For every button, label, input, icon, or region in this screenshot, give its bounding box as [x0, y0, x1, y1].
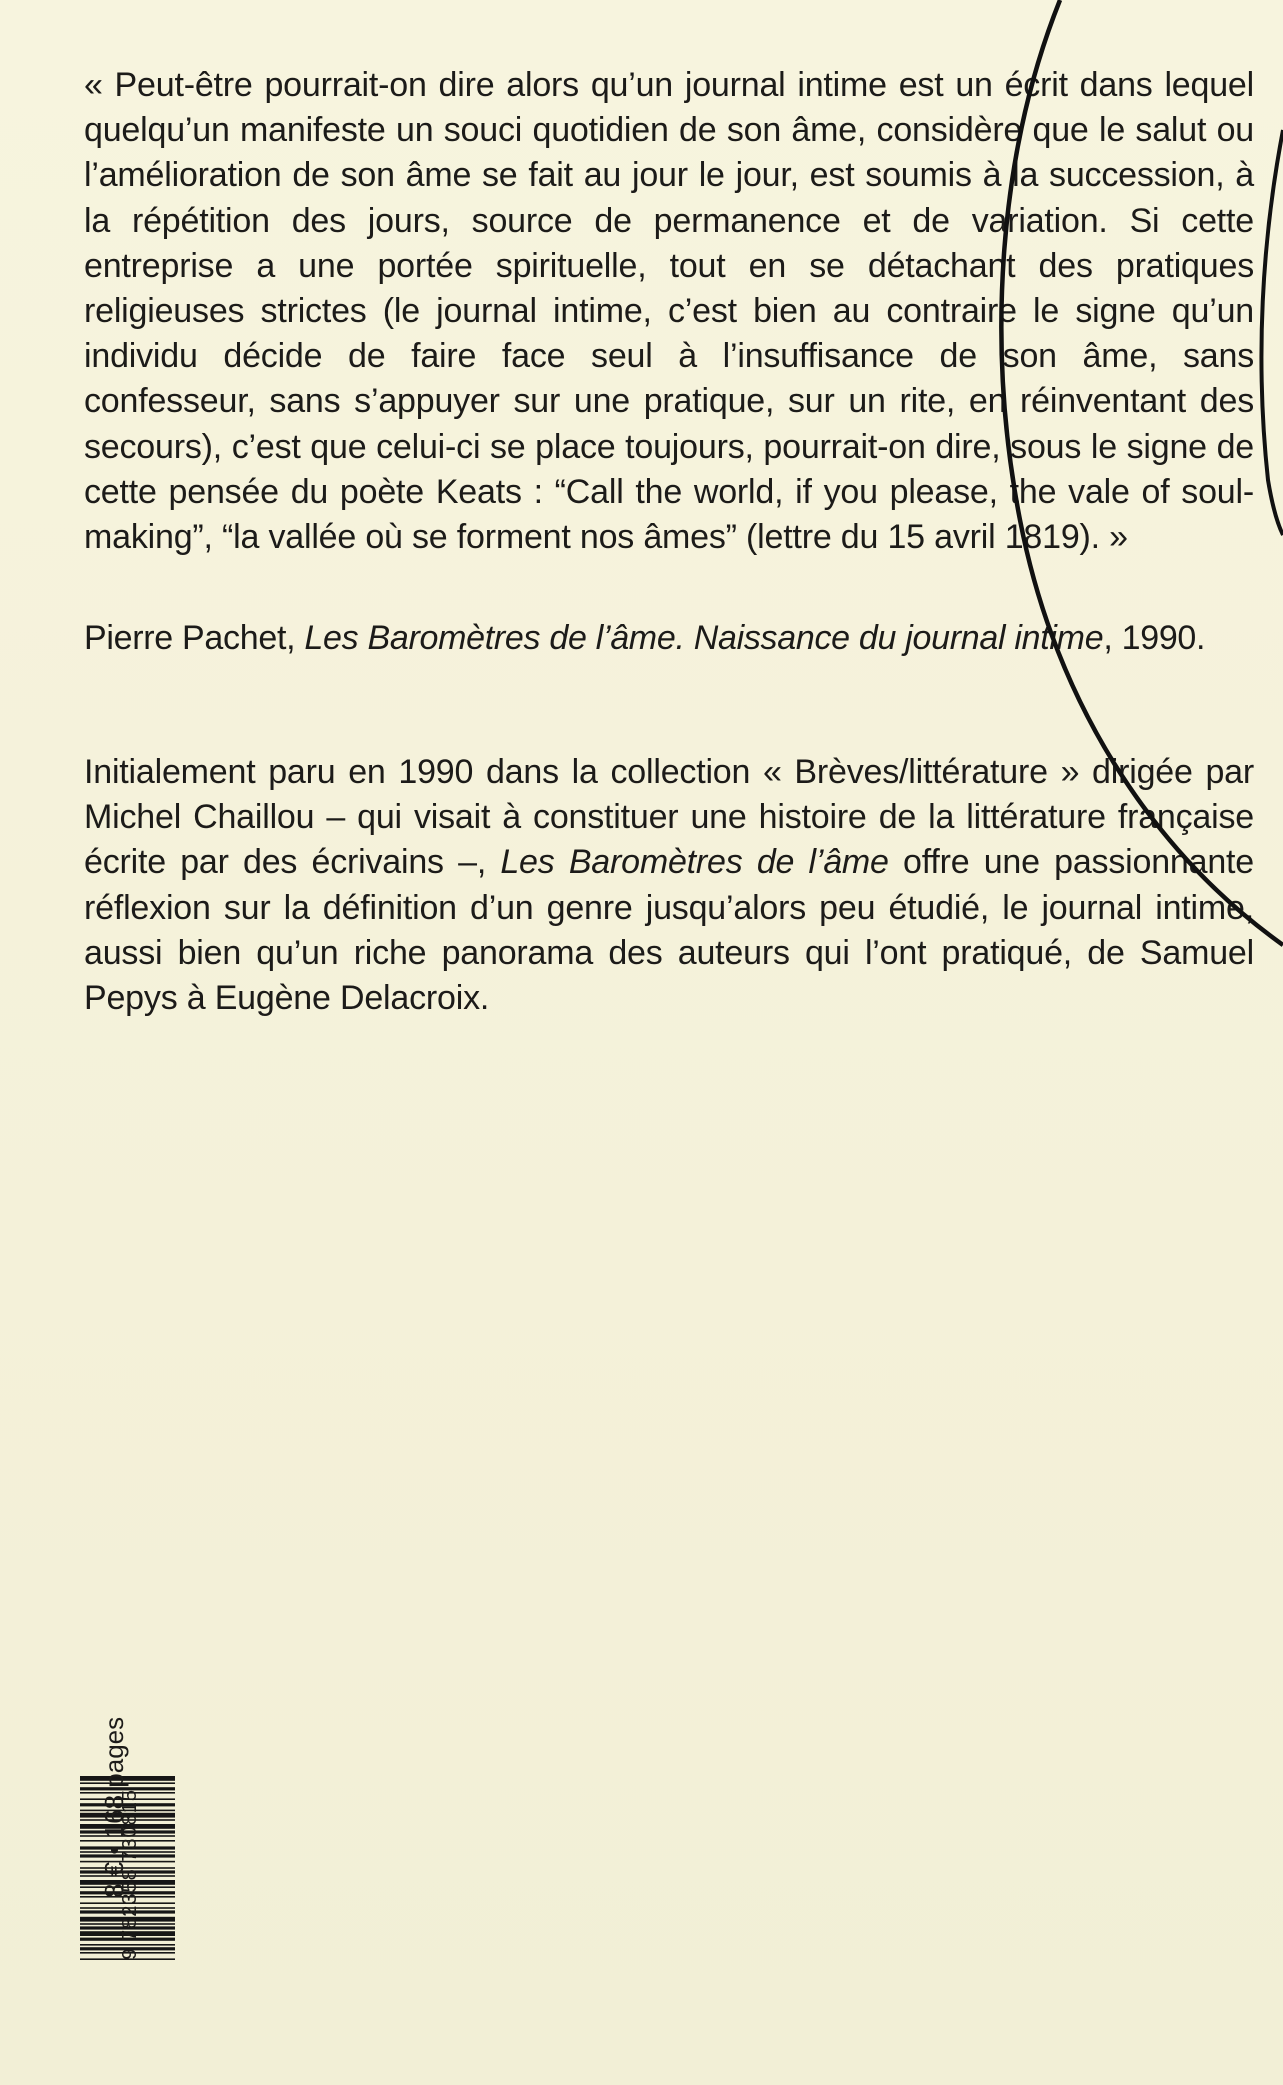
quote-text: « Peut-être pourrait-on dire alors qu’un journal intime est un écrit dans lequel quelqu’un manifeste un souci quotidien de son âme, considère que le salut ou l’amélioration de son âme se fait au jour le jour, est soumis à la succession, à la répétition des jours, source de permanence et de variation. Si cette entreprise a une portée spirituelle, tout en se détachant des pratiques religieuses strictes (le journal intime, c’est bien au contraire le signe qu’un individu décide de faire face seul à l’insuffisance de son âme, sans confesseur, sans s’appuyer sur une pratique, sur un rite, en réinventant des secours), c’est que celui-ci se place toujours, pourrait-on dire, sous le signe de cette pensée du poète Keats : “Call the world, if you please, the vale of soul-making”, “la vallée où se forment nos âmes” (lettre du 15 avril 1819). »	[84, 66, 1254, 557]
quote-attribution	[84, 616, 1254, 661]
description-book-title: Les Baromètres de l’âme	[500, 843, 889, 882]
isbn-number: 9 782358 730815	[119, 1789, 141, 1960]
attribution-author: Pierre Pachet,	[84, 619, 305, 657]
description-paragraph	[84, 750, 1254, 1021]
arc-right-stroke	[1261, 130, 1283, 535]
price-and-page-count: 8 € • 168 pages	[99, 1716, 129, 1898]
quote-paragraph	[84, 63, 1254, 560]
description-text-1: Initialement paru en 1990 dans la collection « Brèves/littérature » dirigée par Michel Chaillou – qui visait à constituer une histoire de la littérature française écrite par des écrivains –,	[84, 753, 1254, 882]
attribution-year: , 1990.	[1103, 619, 1206, 657]
attribution-book-title: Les Baromètres de l’âme. Naissance du journal intime	[304, 619, 1104, 657]
description-text-2: offre une passionnante réflexion sur la définition d’un genre jusqu’alors peu étudié, le journal intime, aussi bien qu’un riche panorama des auteurs qui l’ont pratiqué, de Samuel Pepys à Eugène Delacroix.	[84, 843, 1254, 1018]
